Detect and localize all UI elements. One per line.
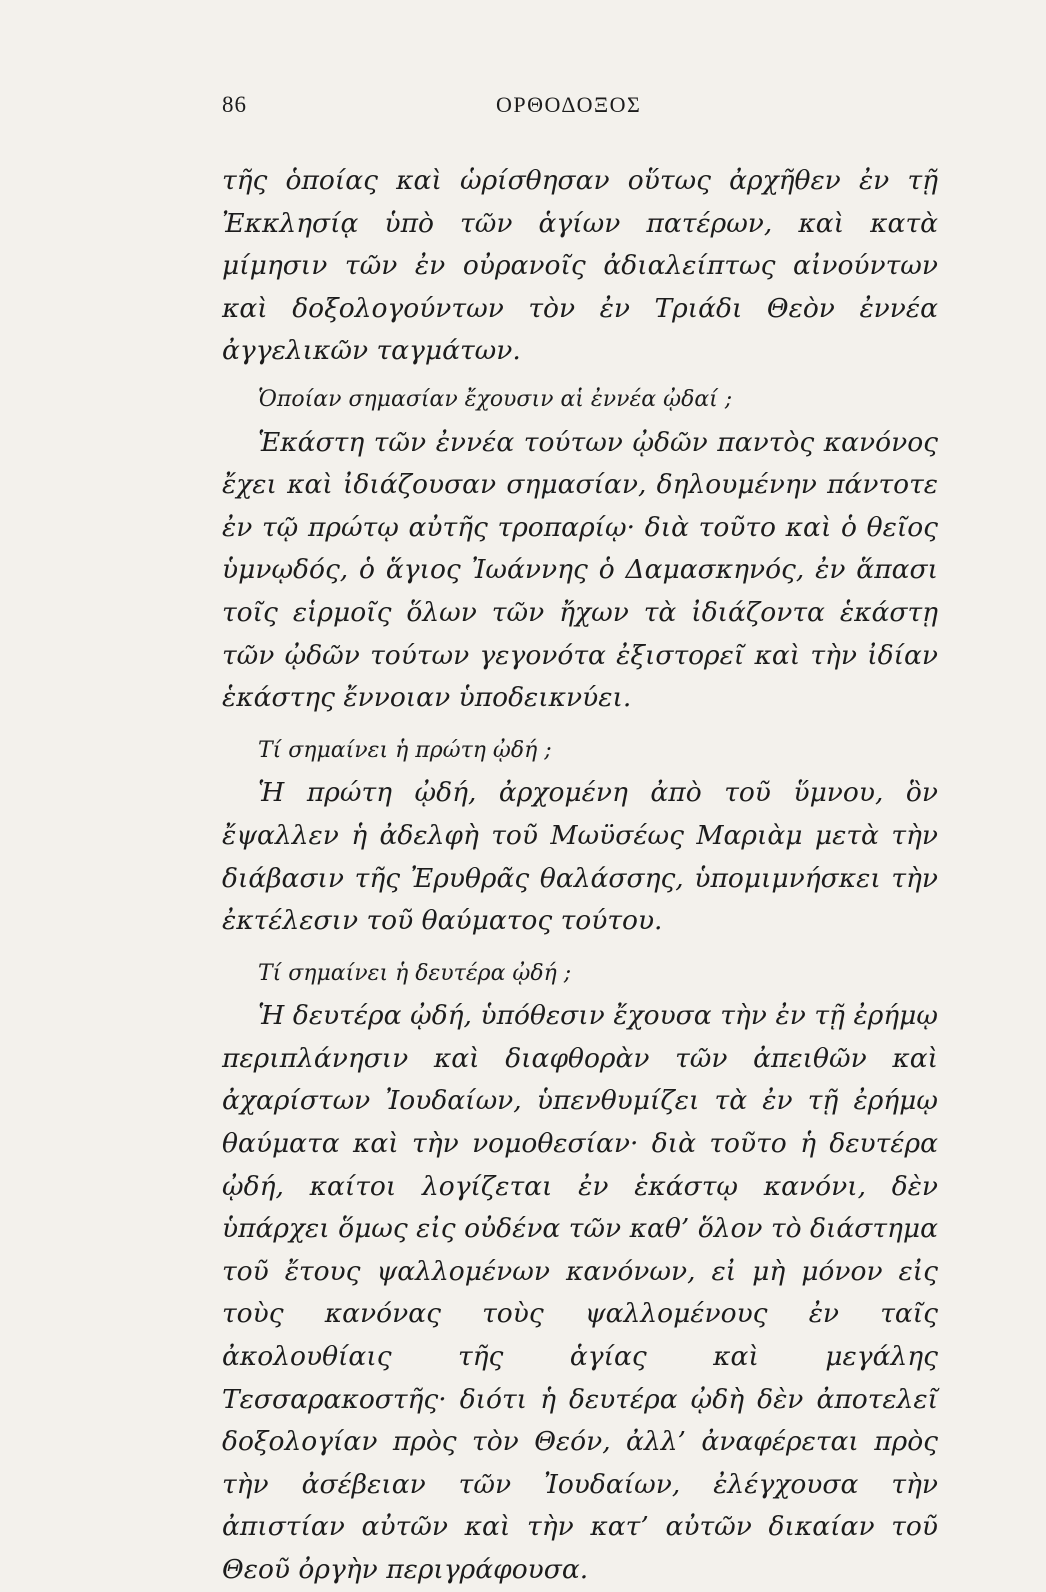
paragraph-continued: τῆς ὁποίας καὶ ὡρίσθησαν οὕτως ἀρχῆθεν ἐν τῇ Ἐκκλησίᾳ ὑπὸ τῶν ἁγίων πατέρων, καὶ κατὰ μίμησιν τῶν ἐν οὐρανοῖς ἀδιαλείπτως αἰνούντων καὶ δοξολογούντων τὸν ἐν Τριάδι Θεὸν ἐννέα ἀγγελικῶν ταγμάτων. [222,165,938,367]
page-number: 86 [222,92,247,117]
question-heading: Τί σημαίνει ἡ πρώτη ᾠδή ; [258,737,552,763]
question-heading: Τί σημαίνει ἡ δευτέρα ᾠδή ; [258,960,572,986]
running-head [222,92,942,122]
page-body [222,160,938,1592]
paragraph: Ἡ πρώτη ᾠδή, ἀρχομένη ἀπὸ τοῦ ὕμνου, ὃν ἔψαλλεν ἡ ἀδελφὴ τοῦ Μωϋσέως Μαριὰμ μετὰ τὴν διάβασιν τῆς Ἐρυθρᾶς θαλάσσης, ὑπομιμνήσκει τὴν ἐκτέλεσιν τοῦ θαύματος τούτου. [222,777,938,937]
paragraph: Ἡ δευτέρα ᾠδή, ὑπόθεσιν ἔχουσα τὴν ἐν τῇ ἐρήμῳ περιπλάνησιν καὶ διαφθορὰν τῶν ἀπειθῶν καὶ ἀχαρίστων Ἰουδαίων, ὑπενθυμίζει τὰ ἐν τῇ ἐρήμῳ θαύματα καὶ τὴν νομοθεσίαν· διὰ τοῦτο ἡ δευτέρα ᾠδή, καίτοι λογίζεται ἐν ἑκάστῳ κανόνι, δὲν ὑπάρχει ὅμως εἰς οὐδένα τῶν καθ’ ὅλον τὸ διάστημα τοῦ ἔτους ψαλλομένων κανόνων, εἰ μὴ μόνον εἰς τοὺς κανόνας τοὺς ψαλλομένους ἐν ταῖς ἀκολουθίαις τῆς ἁγίας καὶ μεγάλης Τεσσαρακοστῆς· διότι ἡ δευτέρα ᾠδὴ δὲν ἀποτελεῖ δοξολογίαν πρὸς τὸν Θεόν, ἀλλ’ ἀναφέρεται πρὸς τὴν ἀσέβειαν τῶν Ἰουδαίων, ἐλέγχουσα τὴν ἀπιστίαν αὐτῶν καὶ τὴν κατ’ αὐτῶν δικαίαν τοῦ Θεοῦ ὀργὴν περιγράφουσα. [222,1000,938,1585]
question-heading: Ὁποίαν σημασίαν ἔχουσιν αἱ ἐννέα ᾠδαί ; [258,386,733,412]
running-title: ΟΡΘΟΔΟΞΟΣ [496,92,642,117]
paragraph: Ἑκάστη τῶν ἐννέα τούτων ᾠδῶν παντὸς κανόνος ἔχει καὶ ἰδιάζουσαν σημασίαν, δηλουμένην πάντοτε ἐν τῷ πρώτῳ αὐτῆς τροπαρίῳ· διὰ τοῦτο καὶ ὁ θεῖος ὑμνῳδός, ὁ ἅγιος Ἰωάννης ὁ Δαμασκηνός, ἐν ἅπασι τοῖς εἱρμοῖς ὅλων τῶν ἤχων τὰ ἰδιάζοντα ἑκάστῃ τῶν ᾠδῶν τούτων γεγονότα ἐξιστορεῖ καὶ τὴν ἰδίαν ἑκάστης ἔννοιαν ὑποδεικνύει. [222,426,938,714]
